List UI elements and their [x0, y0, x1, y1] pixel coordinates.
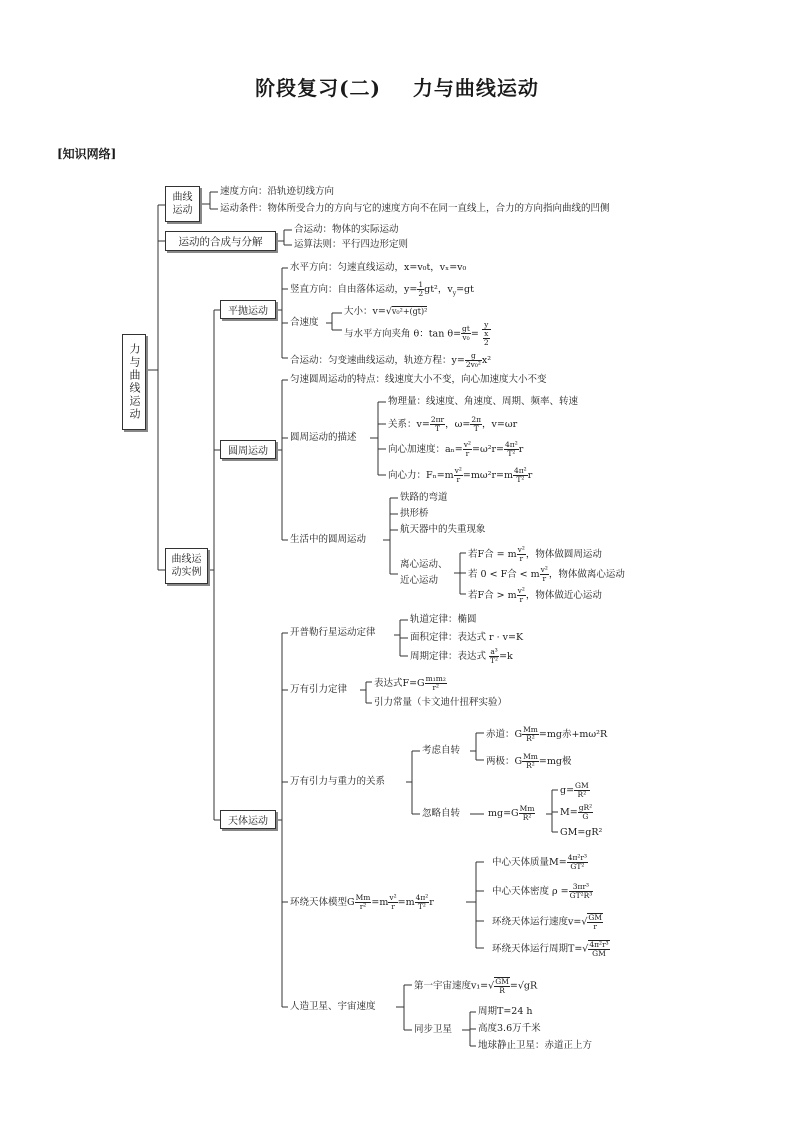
node-circular: [220, 440, 276, 459]
motion-condition: 运动条件：物体所受合力的方向与它的速度方向不在同一直线上，合力的方向指向曲线的凹侧: [220, 203, 610, 214]
condition-circular: 若F合 = m $\frac{\text{v²}}{r}$ ，物体做圆周运动: [468, 545, 602, 563]
node-composition-label: 运动的合成与分解: [178, 235, 263, 248]
orbit-speed: 环绕天体运行速度v=√ $\frac{GM}{r}$: [492, 913, 603, 931]
uniform-circular: 匀速圆周运动的特点：线速度大小不变，向心加速度大小不变: [290, 374, 547, 385]
title-sub: 力与曲线运动: [412, 76, 539, 100]
node-circular-label: 圆周运动: [228, 446, 268, 457]
railway-curve: 铁路的弯道: [400, 492, 448, 503]
root-node: [122, 334, 146, 430]
weightlessness: 航天器中的失重现象: [400, 524, 486, 535]
node-projectile-label: 平抛运动: [228, 306, 268, 317]
node-examples-label: 曲线运动实例: [171, 553, 202, 578]
speed-direction: 速度方向：沿轨迹切线方向: [220, 186, 335, 197]
projectile-vertical: 竖直方向：自由落体运动，y= $\frac{1}{2}$ gt²，$v_y=gt$: [290, 280, 474, 298]
node-projectile: [220, 300, 276, 319]
sync-satellite: 同步卫星: [414, 1024, 453, 1035]
combined-motion: 合运动：物体的实际运动: [294, 224, 399, 235]
central-mass: 中心天体质量M= $\frac{\text{4π²r³}}{\text{GT²}}$: [492, 853, 587, 871]
condition-centripetal: 若F合 > m $\frac{\text{v²}}{r}$ ，物体做近心运动: [468, 586, 602, 604]
projectile-horizontal: 水平方向：匀速直线运动，x=v₀t，vₓ=v₀: [290, 262, 467, 273]
gm-formula: GM=gR²: [560, 827, 603, 838]
pole-formula: 两极：G $\frac{Mm}{\text{R²}}$ =mg极: [486, 752, 572, 770]
orbit-law: 轨道定律：椭圆: [410, 614, 477, 625]
g-formula: g= $\frac{GM}{\text{R²}}$: [560, 781, 589, 799]
condition-centrifugal: 若 0 < F合 < m $\frac{\text{v²}}{r}$ ，物体做离心运动: [468, 565, 625, 583]
speed-angle: 与水平方向夹角 θ：tan θ= $\frac{gt}{\text{v₀}}$ = $\frac{y}{\frac{x}{2}}$: [344, 320, 489, 347]
orbit-model: 环绕天体模型G $\frac{Mm}{\text{r²}}$ =m $\frac{\text{v²}}{r}$ =m $\frac{\text{4π²}}{\text{T²}}$ r: [290, 893, 434, 911]
circular-relation: 关系：v= $\frac{2\pi r}{T}$ ，ω= $\frac{2\pi}{T}$ ，v=ωr: [388, 415, 518, 433]
centrifugal-line1: 离心运动、: [400, 559, 448, 570]
operation-rule: 运算法则：平行四边形定则: [294, 239, 409, 250]
combined-speed-label: 合速度: [290, 317, 319, 328]
centrifugal-line2: 近心运动: [400, 575, 439, 586]
sync-height: 高度3.6万千米: [478, 1023, 541, 1034]
arch-bridge: 拱形桥: [400, 508, 429, 519]
kepler-laws: 开普勒行星运动定律: [290, 627, 376, 638]
section-heading: [知识网络]: [57, 147, 117, 161]
node-celestial: [220, 810, 276, 829]
projectile-trajectory: 合运动：匀变速曲线运动，轨迹方程：y= $\frac{g}{\text{2v₀²}}$ x²: [290, 351, 492, 369]
orbit-period: 环绕天体运行周期T=√ $\frac{\text{4π²r³}}{GM}$: [492, 940, 609, 958]
speed-magnitude: 大小：v=√v₀²+(gt)²: [344, 306, 428, 317]
equator-formula: 赤道：G $\frac{Mm}{\text{R²}}$ =mg赤+mω²R: [486, 725, 608, 743]
centripetal-force: 向心力：Fₙ=m $\frac{\text{v²}}{r}$ =mω²r=m $\frac{\text{4π²}}{\text{T²}}$ r: [388, 466, 533, 484]
gravitation-law: 万有引力定律: [290, 684, 348, 695]
sync-position: 地球静止卫星：赤道正上方: [478, 1040, 593, 1051]
gravitational-constant: 引力常量（卡文迪什扭秤实验）: [374, 697, 508, 708]
centripetal-acceleration: 向心加速度：aₙ= $\frac{\text{v²}}{r}$ =ω²r= $\frac{\text{4π²}}{\text{T²}}$ r: [388, 440, 524, 458]
satellite-cosmic-speed: 人造卫星、宇宙速度: [290, 1001, 376, 1012]
first-cosmic-speed: 第一宇宙速度v₁=√ $\frac{GM}{R}$ =√gR: [414, 977, 538, 995]
daily-circular: 生活中的圆周运动: [290, 534, 367, 545]
sync-period: 周期T=24 h: [478, 1006, 533, 1017]
node-curve-motion: [165, 186, 200, 222]
ignore-rotation-formula: mg=G $\frac{Mm}{\text{R²}}$: [488, 804, 535, 822]
root-label: 力与曲线运动: [128, 343, 141, 421]
gravitation-expression: 表达式F=G $\frac{\text{m₁m₂}}{\text{r²}}$: [374, 674, 446, 692]
consider-rotation: 考虑自转: [422, 745, 461, 756]
circular-quantities: 物理量：线速度、角速度、周期、频率、转速: [388, 396, 579, 407]
node-composition: [165, 231, 276, 251]
ignore-rotation: 忽略自转: [422, 808, 461, 819]
m-formula: M= $\frac{\text{gR²}}{G}$: [560, 803, 593, 821]
gravity-relation: 万有引力与重力的关系: [290, 776, 386, 787]
node-celestial-label: 天体运动: [228, 816, 268, 827]
title-main: 阶段复习(二): [255, 76, 382, 100]
central-density: 中心天体密度 ρ = $\frac{\text{3πr³}}{\text{GT²R³}}$: [492, 882, 593, 900]
circular-description: 圆周运动的描述: [290, 432, 357, 443]
page-title: [0, 78, 794, 98]
area-law: 面积定律：表达式 r · v=K: [410, 632, 524, 643]
node-curve-motion-label: 曲线运动: [172, 192, 193, 216]
period-law: 周期定律：表达式 $\frac{\text{a³}}{\text{T²}}$ =k: [410, 647, 513, 665]
node-examples: [165, 548, 208, 584]
